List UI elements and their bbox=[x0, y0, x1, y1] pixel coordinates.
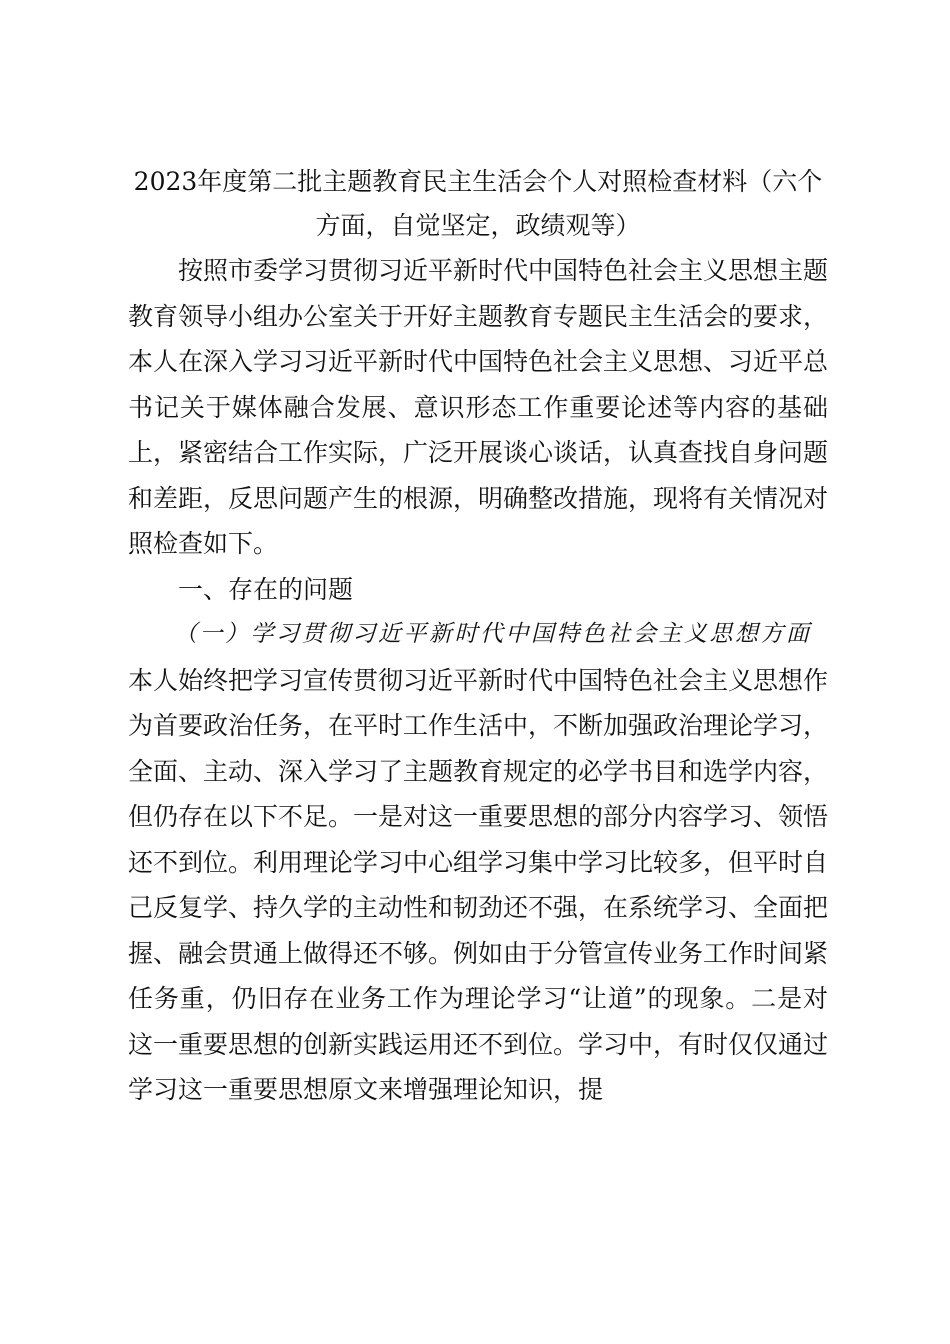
body-paragraph: 本人始终把学习宣传贯彻习近平新时代中国特色社会主义思想作为首要政治任务，在平时工作生活中，不断加强政治理论学习，全面、主动、深入学习了主题教育规定的必学书目和选学内容，但仍存在以下不足。一是对这一重要思想的部分内容学习、领悟还不到位。利用理论学习中心组学习集中学习比较多，但平时自己反复学、持久学的主动性和韧劲还不强，在系统学习、全面把握、融会贯通上做得还不够。例如由于分管宣传业务工作时间紧任务重，仍旧存在业务工作为理论学习“让道”的现象。二是对这一重要思想的创新实践运用还不到位。学习中，有时仅仅通过学习这一重要思想原文来增强理论知识，提 bbox=[128, 665, 829, 1104]
document-title: 2023年度第二批主题教育民主生活会个人对照检查材料（六个方面，自觉坚定，政绩观等） bbox=[133, 167, 823, 240]
section-heading: 一、存在的问题 bbox=[178, 574, 354, 604]
intro-paragraph: 按照市委学习贯彻习近平新时代中国特色社会主义思想主题教育领导小组办公室关于开好主题教育专题民主生活会的要求，本人在深入学习习近平新时代中国特色社会主义思想、习近平总书记关于媒体融合发展、意识形态工作重要论述等内容的基础上，紧密结合工作实际，广泛开展谈心谈话，认真查找自身问题和差距，反思问题产生的根源，明确整改措施，现将有关情况对照检查如下。 bbox=[128, 256, 829, 558]
subsection-heading: （一）学习贯彻习近平新时代中国特色社会主义思想方面 bbox=[174, 621, 812, 647]
document-content bbox=[128, 160, 828, 1113]
